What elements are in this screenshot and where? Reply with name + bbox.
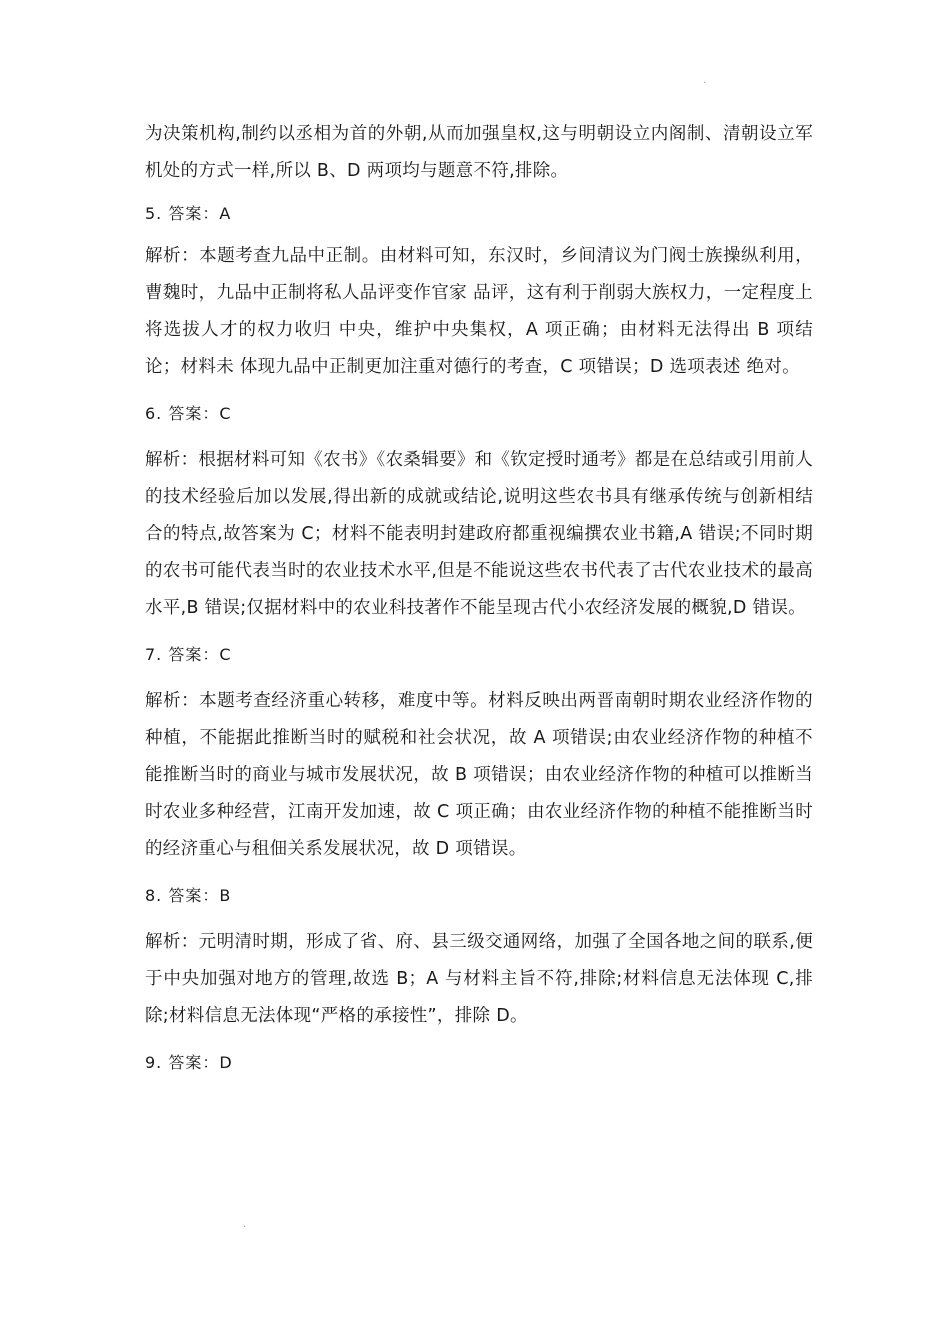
analysis-6: 解析：根据材料可知《农书》《农桑辑要》和《钦定授时通考》都是在总结或引用前人的技术经验后加以发展,得出新的成就或结论,说明这些农书具有继承传统与创新相结合的特点,故答案为 C；材料不能表明封建政府都重视编撰农业书籍,A 错误;不同时期的农书可能代表当时的农业技术水平,但是不能说这些农书代表了古代农业技术的最高水平,B 错误;仅据材料中的农业科技著作不能呈现古代小农经济发展的概貌,D 错误。 [145, 450, 813, 618]
answer-9: 9. 答案：D [145, 1053, 233, 1072]
answer-7: 7. 答案：C [145, 645, 232, 664]
decorative-dot: · [243, 1222, 247, 1233]
analysis-8: 解析：元明清时期，形成了省、府、县三级交通网络，加强了全国各地之间的联系,便于中央加强对地方的管理,故选 B；A 与材料主旨不符,排除;材料信息无法体现 C,排除;材料信息无法体现“严格的承接性”，排除 D。 [145, 932, 813, 1026]
analysis-7: 解析：本题考查经济重心转移，难度中等。材料反映出两晋南朝时期农业经济作物的种植，不能据此推断当时的赋税和社会状况，故 A 项错误;由农业经济作物的种植不能推断当时的商业与城市发展状况，故 B 项错误；由农业经济作物的种植可以推断当时农业多种经营，江南开发加速，故 C 项正确；由农业经济作物的种植不能推断当时的经济重心与租佃关系发展状况，故 D 项错误。 [145, 691, 813, 859]
document-body [145, 116, 813, 1075]
decorative-dot: · [703, 78, 707, 89]
answer-5: 5. 答案：A [145, 204, 232, 223]
answer-8: 8. 答案：B [145, 886, 232, 905]
answer-6: 6. 答案：C [145, 404, 232, 423]
continuation-paragraph: 为决策机构,制约以丞相为首的外朝,从而加强皇权,这与明朝设立内阁制、清朝设立军机处的方式一样,所以 B、D 两项均与题意不符,排除。 [145, 124, 813, 181]
analysis-5: 解析：本题考查九品中正制。由材料可知，东汉时，乡间清议为门阀士族操纵利用，曹魏时，九品中正制将私人品评变作官家 品评，这有利于削弱大族权力，一定程度上将选拔人才的权力收归 中央，维护中央集权，A 项正确；由材料无法得出 B 项结论；材料未 体现九品中正制更加注重对德行的考查，C 项错误；D 选项表述 绝对。 [145, 246, 813, 377]
